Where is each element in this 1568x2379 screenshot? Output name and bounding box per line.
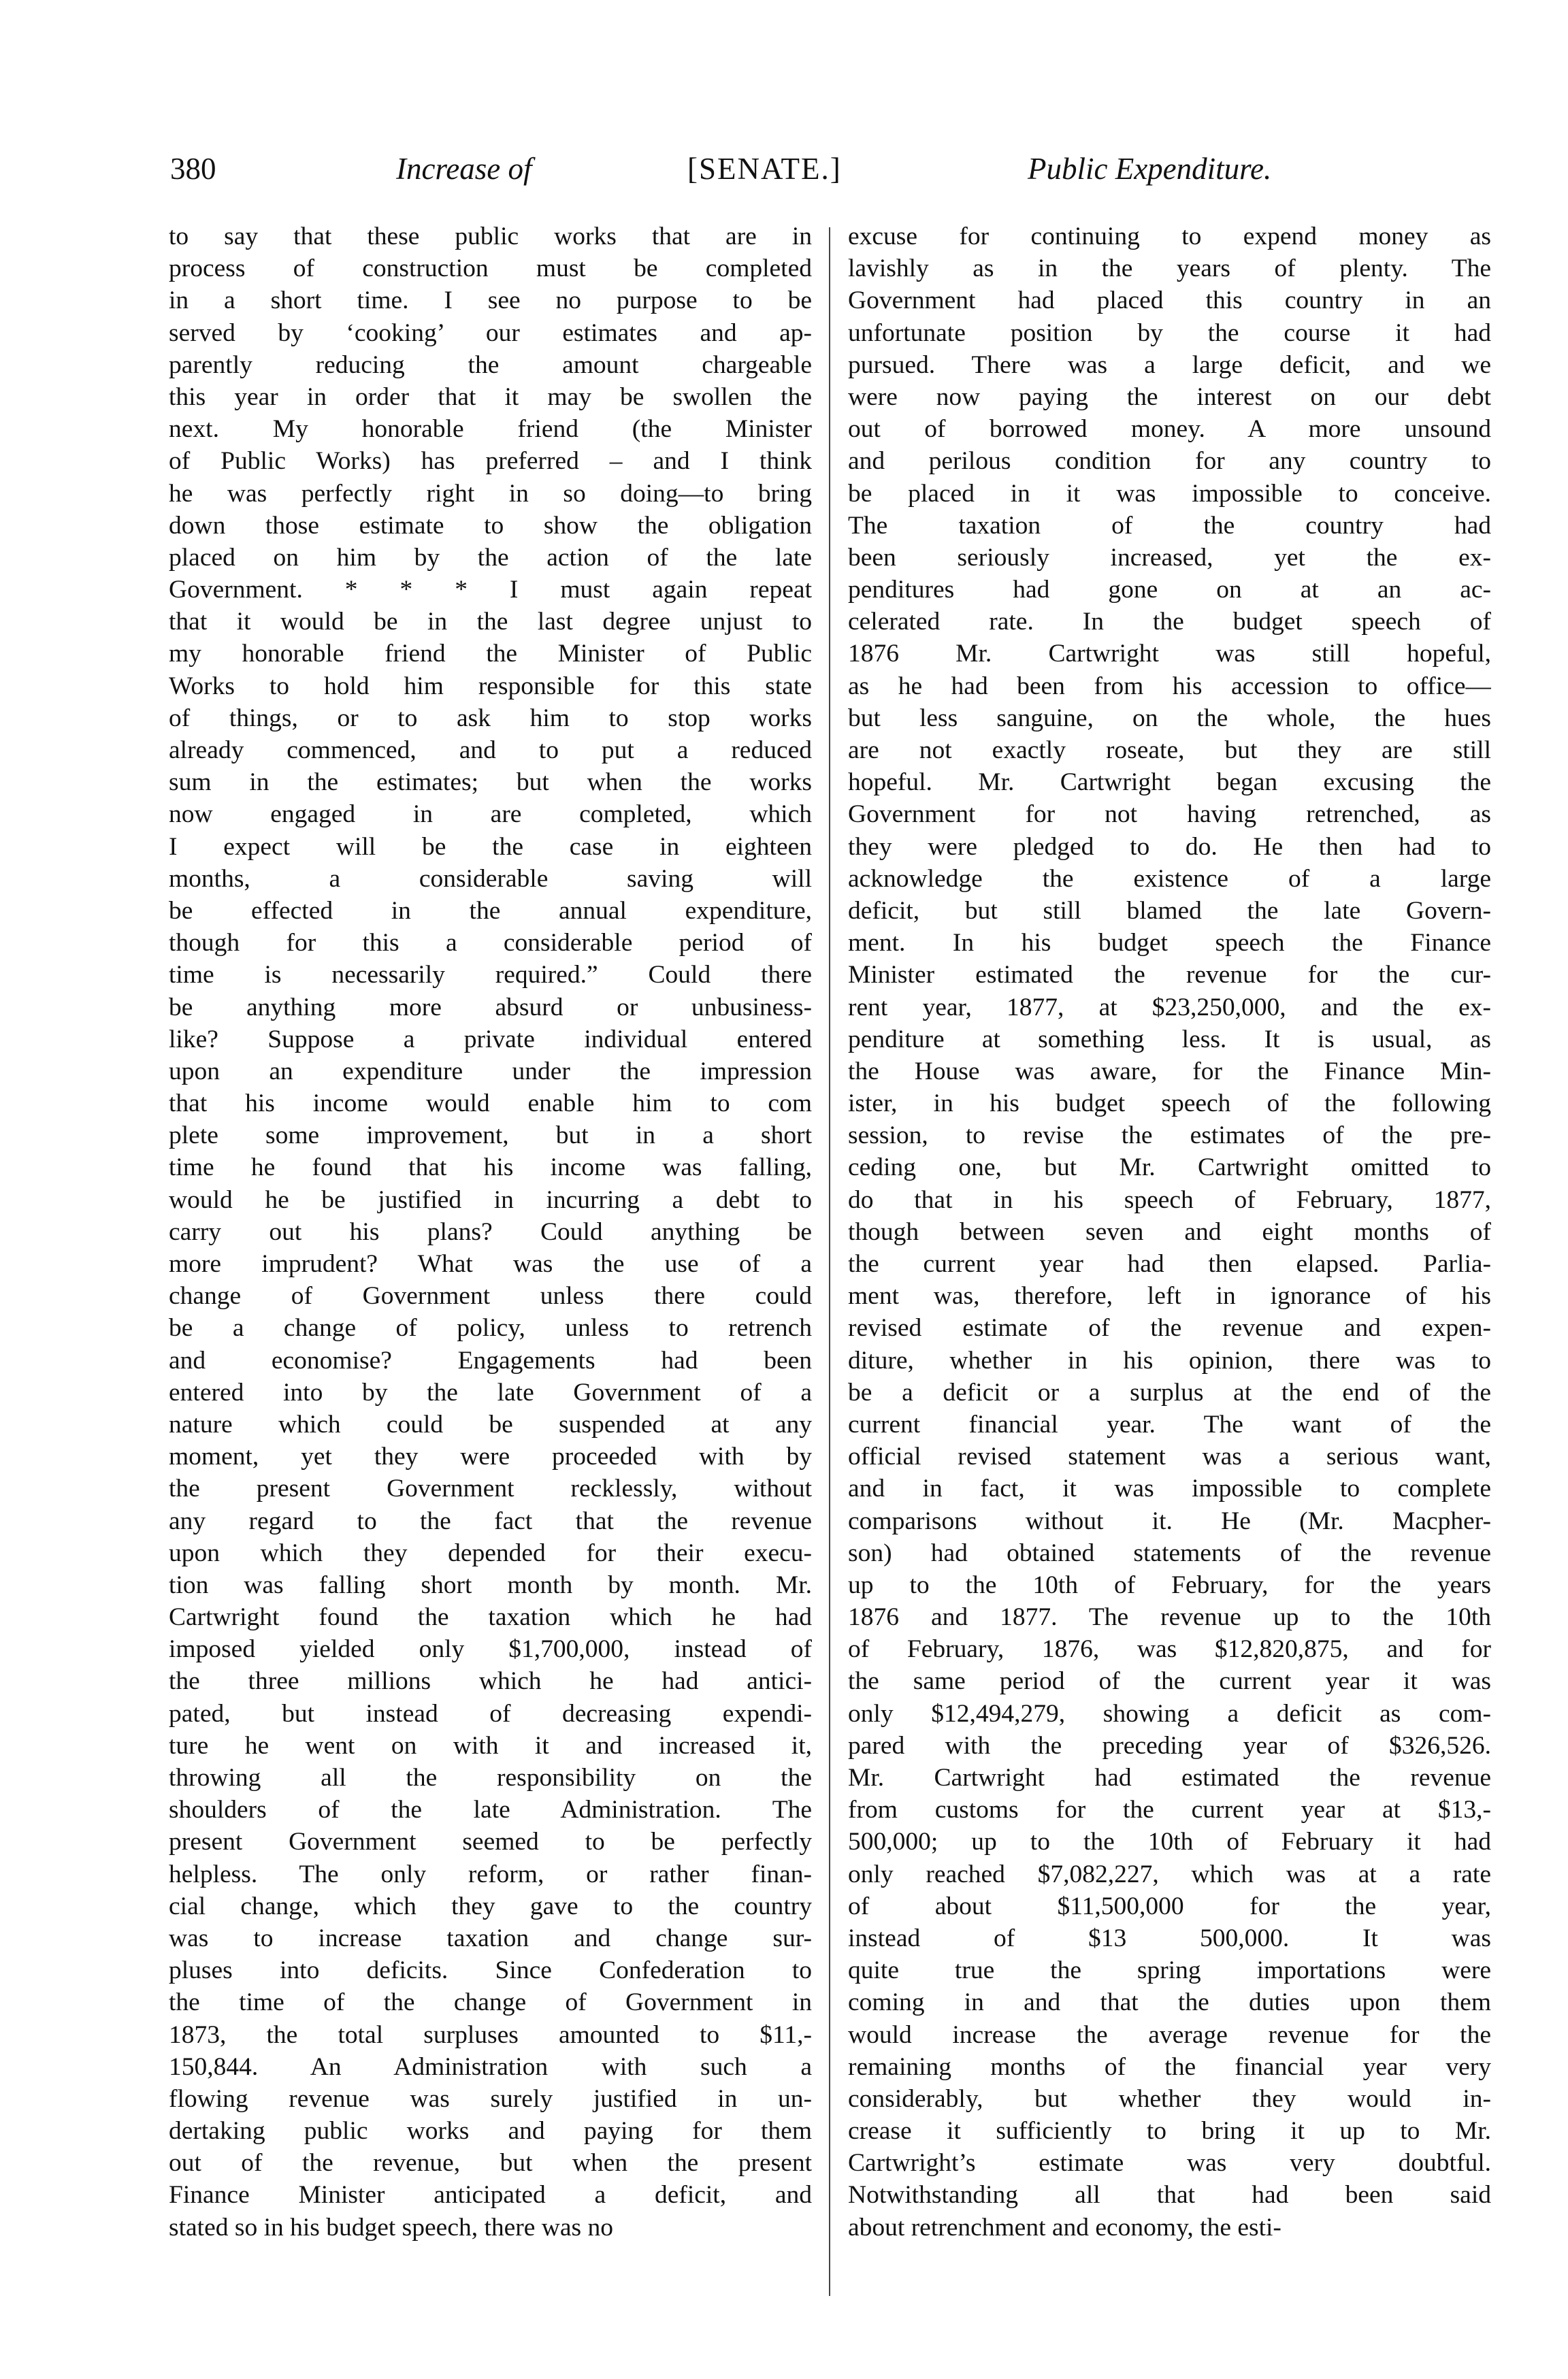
text-line: are not exactly roseate, but they are still bbox=[848, 736, 1491, 764]
text-line: cial change, which they gave to the country bbox=[169, 1892, 812, 1920]
text-line: change of Government unless there could bbox=[169, 1282, 812, 1311]
text-line: months, a considerable saving will bbox=[169, 864, 812, 893]
text-line: the House was aware, for the Finance Min- bbox=[848, 1057, 1491, 1085]
text-line: and in fact, it was impossible to complete bbox=[848, 1475, 1491, 1503]
text-line: up to the 10th of February, for the years bbox=[848, 1571, 1491, 1599]
text-line: my honorable friend the Minister of Public bbox=[169, 640, 812, 668]
text-line: ment was, therefore, left in ignorance of his bbox=[848, 1282, 1491, 1311]
text-line: only $12,494,279, showing a deficit as com- bbox=[848, 1699, 1491, 1728]
text-line: placed on him by the action of the late bbox=[169, 543, 812, 572]
text-line: as he had been from his accession to office— bbox=[848, 672, 1491, 700]
text-line: was to increase taxation and change sur- bbox=[169, 1924, 812, 1952]
text-line: acknowledge the existence of a large bbox=[848, 864, 1491, 893]
text-line: son) had obtained statements of the revenue bbox=[848, 1539, 1491, 1567]
text-line: 1876 and 1877. The revenue up to the 10th bbox=[848, 1603, 1491, 1632]
text-line: pared with the preceding year of $326,526. bbox=[848, 1731, 1491, 1760]
text-line: been seriously increased, yet the ex- bbox=[848, 543, 1491, 572]
text-line: upon an expenditure under the impression bbox=[169, 1057, 812, 1085]
text-line: the present Government recklessly, without bbox=[169, 1475, 812, 1503]
text-line: do that in his speech of February, 1877, bbox=[848, 1185, 1491, 1214]
text-line: rent year, 1877, at $23,250,000, and the ex- bbox=[848, 993, 1491, 1021]
text-line: session, to revise the estimates of the pre- bbox=[848, 1121, 1491, 1150]
text-line: Notwithstanding all that had been said bbox=[848, 2181, 1491, 2210]
text-line: dertaking public works and paying for them bbox=[169, 2117, 812, 2146]
text-line: hopeful. Mr. Cartwright began excusing the bbox=[848, 768, 1491, 797]
text-line: out of borrowed money. A more unsound bbox=[848, 415, 1491, 444]
text-line: of things, or to ask him to stop works bbox=[169, 704, 812, 732]
text-line: more imprudent? What was the use of a bbox=[169, 1250, 812, 1278]
text-line: of Public Works) has preferred – and I think bbox=[169, 447, 812, 476]
text-line: that his income would enable him to com bbox=[169, 1089, 812, 1118]
text-line: he was perfectly right in so doing—to bring bbox=[169, 479, 812, 508]
text-line: lavishly as in the years of plenty. The bbox=[848, 255, 1491, 283]
text-line: pated, but instead of decreasing expendi- bbox=[169, 1699, 812, 1728]
text-line: they were pledged to do. He then had to bbox=[848, 832, 1491, 861]
text-line: pluses into deficits. Since Confederation to bbox=[169, 1956, 812, 1985]
text-line: diture, whether in his opinion, there was to bbox=[848, 1346, 1491, 1375]
text-line: ment. In his budget speech the Finance bbox=[848, 929, 1491, 957]
text-line: penditure at something less. It is usual, as bbox=[848, 1025, 1491, 1053]
text-line: Minister estimated the revenue for the cur- bbox=[848, 961, 1491, 989]
running-head-left: Increase of bbox=[396, 152, 532, 186]
text-line: remaining months of the financial year very bbox=[848, 2052, 1491, 2081]
running-head-right: Public Expenditure. bbox=[1028, 152, 1272, 186]
text-line: quite true the spring importations were bbox=[848, 1956, 1491, 1985]
text-line: celerated rate. In the budget speech of bbox=[848, 608, 1491, 636]
text-line: Government. * * * I must again repeat bbox=[169, 576, 812, 604]
text-line: Cartwright found the taxation which he had bbox=[169, 1603, 812, 1632]
text-line: crease it sufficiently to bring it up to Mr. bbox=[848, 2117, 1491, 2146]
text-line: but less sanguine, on the whole, the hues bbox=[848, 704, 1491, 732]
text-line: ture he went on with it and increased it, bbox=[169, 1731, 812, 1760]
text-line: comparisons without it. He (Mr. Macpher- bbox=[848, 1507, 1491, 1535]
text-line: only reached $7,082,227, which was at a rate bbox=[848, 1860, 1491, 1888]
text-line: instead of $13 500,000. It was bbox=[848, 1924, 1491, 1952]
text-line: be a change of policy, unless to retrench bbox=[169, 1314, 812, 1343]
text-line: the same period of the current year it was bbox=[848, 1667, 1491, 1696]
text-line: and economise? Engagements had been bbox=[169, 1346, 812, 1375]
text-line: of February, 1876, was $12,820,875, and for bbox=[848, 1635, 1491, 1664]
text-line: Finance Minister anticipated a deficit, and bbox=[169, 2181, 812, 2210]
text-line: be anything more absurd or unbusiness- bbox=[169, 993, 812, 1021]
text-line: any regard to the fact that the revenue bbox=[169, 1507, 812, 1535]
text-line: parently reducing the amount chargeable bbox=[169, 350, 812, 379]
text-line: now engaged in are completed, which bbox=[169, 800, 812, 829]
text-line: be effected in the annual expenditure, bbox=[169, 896, 812, 925]
text-line: process of construction must be completed bbox=[169, 255, 812, 283]
text-line: entered into by the late Government of a bbox=[169, 1378, 812, 1407]
text-line: time is necessarily required.” Could there bbox=[169, 961, 812, 989]
column-divider bbox=[829, 227, 830, 2296]
text-line: helpless. The only reform, or rather finan- bbox=[169, 1860, 812, 1888]
text-line: Government had placed this country in an bbox=[848, 286, 1491, 315]
page-header bbox=[170, 151, 1375, 199]
running-head-center: [SENATE.] bbox=[687, 152, 842, 186]
text-line: 1876 Mr. Cartwright was still hopeful, bbox=[848, 640, 1491, 668]
text-line: of about $11,500,000 for the year, bbox=[848, 1892, 1491, 1920]
text-line: penditures had gone on at an ac- bbox=[848, 576, 1491, 604]
text-line: nature which could be suspended at any bbox=[169, 1410, 812, 1439]
text-line: I expect will be the case in eighteen bbox=[169, 832, 812, 861]
text-line: upon which they depended for their execu- bbox=[169, 1539, 812, 1567]
text-line: 500,000; up to the 10th of February it had bbox=[848, 1828, 1491, 1856]
text-line: Works to hold him responsible for this state bbox=[169, 672, 812, 700]
text-line: would he be justified in incurring a debt to bbox=[169, 1185, 812, 1214]
text-line: the current year had then elapsed. Parlia- bbox=[848, 1250, 1491, 1278]
text-line: moment, yet they were proceeded with by bbox=[169, 1443, 812, 1471]
text-line: flowing revenue was surely justified in un- bbox=[169, 2084, 812, 2113]
text-line: down those estimate to show the obligation bbox=[169, 511, 812, 540]
text-line: were now paying the interest on our debt bbox=[848, 382, 1491, 411]
text-line: out of the revenue, but when the present bbox=[169, 2149, 812, 2178]
text-line: in a short time. I see no purpose to be bbox=[169, 286, 812, 315]
text-line: Government for not having retrenched, as bbox=[848, 800, 1491, 829]
text-line: present Government seemed to be perfectly bbox=[169, 1828, 812, 1856]
text-line: sum in the estimates; but when the works bbox=[169, 768, 812, 797]
text-line: to say that these public works that are in bbox=[169, 223, 812, 250]
text-line: excuse for continuing to expend money as bbox=[848, 223, 1491, 250]
text-line: tion was falling short month by month. Mr. bbox=[169, 1571, 812, 1599]
text-line: coming in and that the duties upon them bbox=[848, 1988, 1491, 2017]
text-line: the three millions which he had antici- bbox=[169, 1667, 812, 1696]
text-line: from customs for the current year at $13,- bbox=[848, 1796, 1491, 1824]
text-line: stated so in his budget speech, there was no bbox=[169, 2213, 613, 2242]
right-text-column bbox=[848, 220, 1491, 2244]
text-line: already commenced, and to put a reduced bbox=[169, 736, 812, 764]
text-line: official revised statement was a serious want, bbox=[848, 1443, 1491, 1471]
text-line: would increase the average revenue for the bbox=[848, 2020, 1491, 2049]
page-number: 380 bbox=[170, 152, 216, 186]
text-line: shoulders of the late Administration. The bbox=[169, 1796, 812, 1824]
text-line: Mr. Cartwright had estimated the revenue bbox=[848, 1764, 1491, 1792]
text-line: considerably, but whether they would in- bbox=[848, 2084, 1491, 2113]
text-line: revised estimate of the revenue and expen- bbox=[848, 1314, 1491, 1343]
text-line: the time of the change of Government in bbox=[169, 1988, 812, 2017]
text-line: 150,844. An Administration with such a bbox=[169, 2052, 812, 2081]
text-line: 1873, the total surpluses amounted to $11,- bbox=[169, 2020, 812, 2049]
text-line: like? Suppose a private individual entered bbox=[169, 1025, 812, 1053]
text-line: next. My honorable friend (the Minister bbox=[169, 415, 812, 444]
text-line: about retrenchment and economy, the esti- bbox=[848, 2213, 1281, 2242]
text-line: ceding one, but Mr. Cartwright omitted to bbox=[848, 1153, 1491, 1182]
text-line: imposed yielded only $1,700,000, instead of bbox=[169, 1635, 812, 1664]
text-line: current financial year. The want of the bbox=[848, 1410, 1491, 1439]
text-line: be placed in it was impossible to conceive. bbox=[848, 479, 1491, 508]
text-line: and perilous condition for any country to bbox=[848, 447, 1491, 476]
text-line: Cartwright’s estimate was very doubtful. bbox=[848, 2149, 1491, 2178]
text-line: time he found that his income was falling, bbox=[169, 1153, 812, 1182]
text-line: be a deficit or a surplus at the end of the bbox=[848, 1378, 1491, 1407]
text-line: carry out his plans? Could anything be bbox=[169, 1217, 812, 1246]
text-line: though for this a considerable period of bbox=[169, 929, 812, 957]
text-line: throwing all the responsibility on the bbox=[169, 1764, 812, 1792]
text-line: served by ‘cooking’ our estimates and ap- bbox=[169, 318, 812, 347]
text-line: deficit, but still blamed the late Govern- bbox=[848, 896, 1491, 925]
text-line: plete some improvement, but in a short bbox=[169, 1121, 812, 1150]
text-line: ister, in his budget speech of the following bbox=[848, 1089, 1491, 1118]
left-text-column bbox=[169, 220, 812, 2244]
text-line: unfortunate position by the course it had bbox=[848, 318, 1491, 347]
text-line: this year in order that it may be swollen the bbox=[169, 382, 812, 411]
text-line: pursued. There was a large deficit, and we bbox=[848, 350, 1491, 379]
text-line: The taxation of the country had bbox=[848, 511, 1491, 540]
text-line: that it would be in the last degree unjust to bbox=[169, 608, 812, 636]
text-line: though between seven and eight months of bbox=[848, 1217, 1491, 1246]
